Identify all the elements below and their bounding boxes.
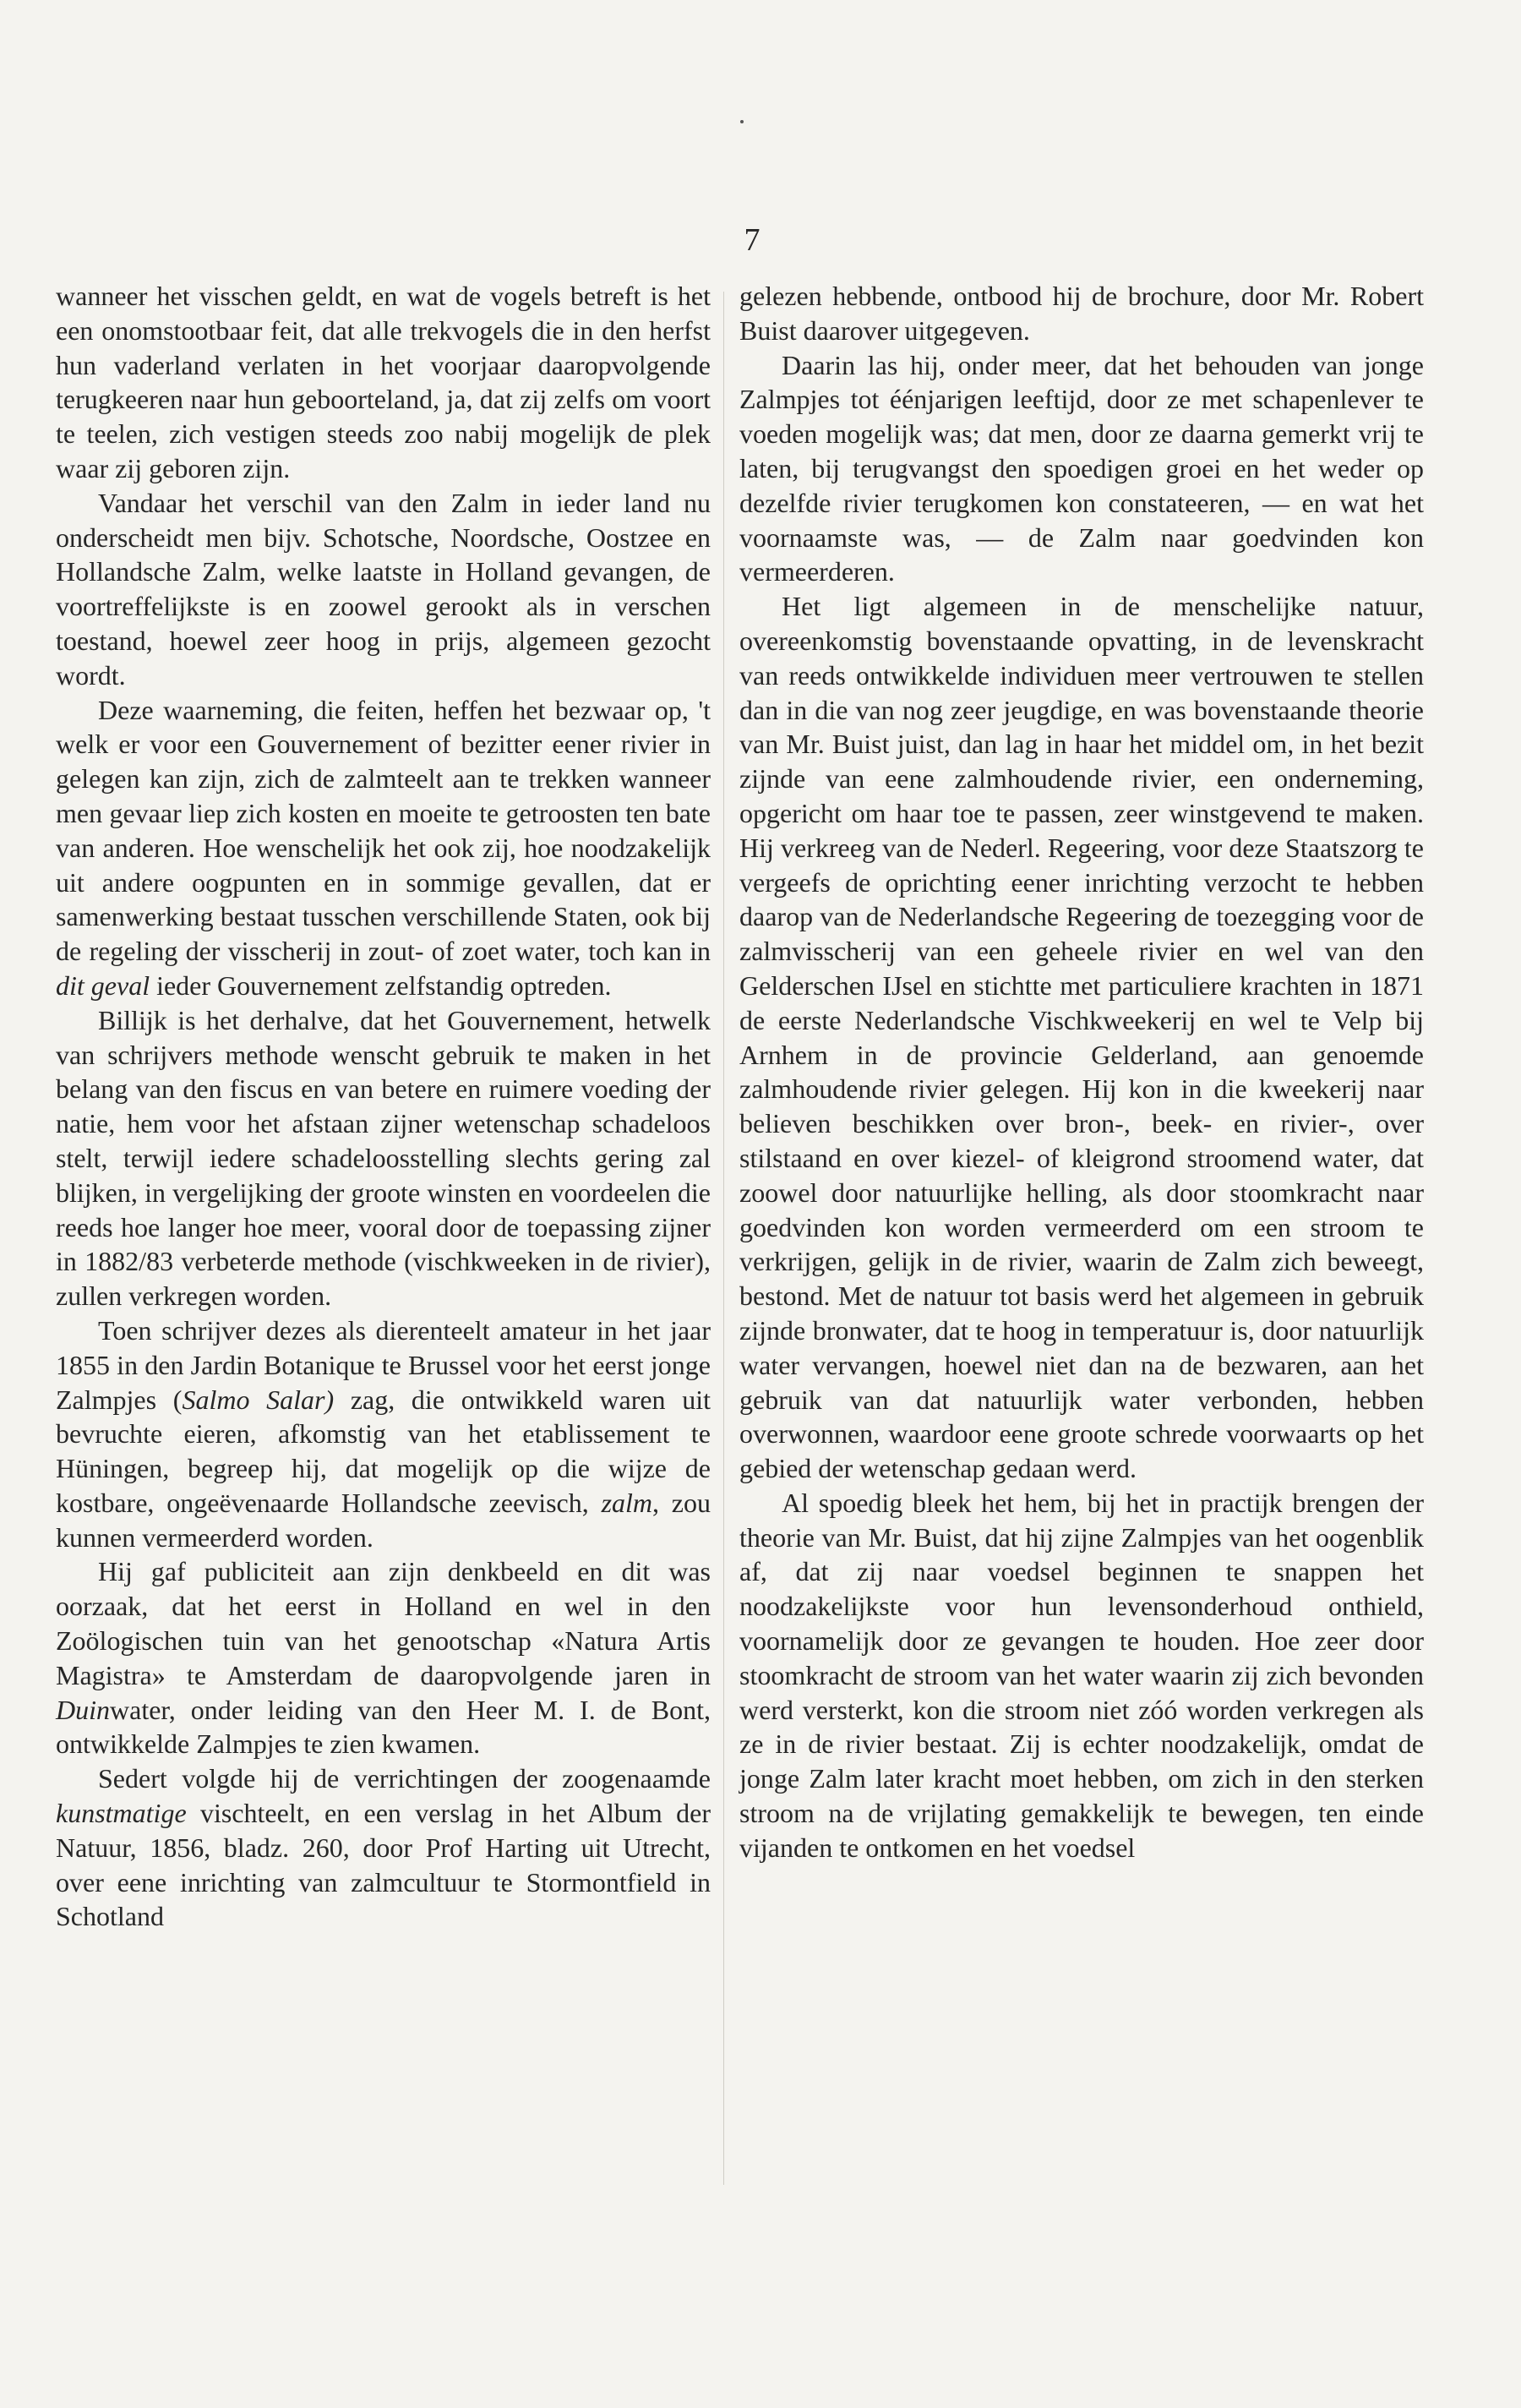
paragraph: Daarin las hij, onder meer, dat het behouden van jonge Zalmpjes tot éénjarigen leeftijd, door ze met schapenlever te voeden mogelijk was; dat men, door ze daarna gemerkt vrij te laten, bij terugvangst den spoedigen groei en het weder op dezelfde rivier terugkomen kon constateeren, — en wat het voornaamste was, — de Zalm naar goedvinden kon vermeerderen. (739, 349, 1424, 587)
paragraph (56, 693, 711, 1003)
paragraph (56, 1313, 711, 1555)
paragraph-text: Toen schrijver dezes als dierenteelt amateur in het jaar 1855 in den Jardin Botanique te Brussel voor het eerst jonge Zalmpjes ( (56, 1314, 711, 1415)
paragraph-text: , zou kunnen vermeerderd worden. (56, 1487, 711, 1553)
paragraph: wanneer het visschen geldt, en wat de vogels betreft is het een onomstootbaar feit, dat alle trekvogels die in den herfst hun vaderland verlaten in het voorjaar daaropvolgende terugkeeren naar hun geboorteland, ja, dat zij zelfs om voort te teelen, zich vestigen steeds zoo nabij mogelijk de plek waar zij geboren zijn. (56, 281, 711, 483)
paragraph-text: Deze waarneming, die feiten, heffen het bezwaar op, 't welk er voor een Gouvernement of bezitter eener rivier in gelegen kan zijn, zich de zalmteelt aan te trekken wanneer men gevaar liep zich kosten en moeite te getroosten ten bate van anderen. Hoe wenschelijk het ook zij, hoe noodzakelijk uit andere oogpunten en in sommige gevallen, dat er samenwerking bestaat tusschen verschillende Staten, ook bij de regeling der visscherij in zout- of zoet water, toch kan in (56, 694, 711, 967)
paragraph: Het ligt algemeen in de menschelijke natuur, overeenkomstig bovenstaande opvatting, in de levenskracht van reeds ontwikkelde individuen meer vertrouwen te stellen dan in die van nog zeer jeugdige, en was bovenstaande theorie van Mr. Buist juist, dan lag in haar het middel om, in het bezit zijnde van eene zalmhoudende rivier, een onderneming, opgericht om haar toe te passen, zeer winstgevend te maken. Hij verkreeg van de Nederl. Regeering, voor deze Staatszorg te vergeefs de oprichting eener inrichting verzocht te hebben daarop van de Nederlandsche Regeering de toezegging voor de zalmvisscherij van een geheele rivier en wel van den Gelderschen IJsel en stichtte met particuliere krachten in 1871 de eerste Nederlandsche Vischkweekerij en wel te Velp bij Arnhem in de provincie Gelderland, aan genoemde zalmhoudende rivier gelegen. Hij kon in die kweekerij naar believen beschikken over bron-, beek- en rivier-, over stilstaand en over kiezel- of kleigrond stroomend water, dat zoowel door natuurlijke helling, als door stoomkracht naar goedvinden kon worden vermeerderd om een stroom te verkrijgen, gelijk in de rivier, waarin de Zalm zich beweegt, bestond. Met de natuur tot basis werd het algemeen in gebruik zijnde bronwater, dat te hoog in temperatuur is, door natuurlijk water vervangen, hoewel niet dan na de bezwaren, aan het gebruik van dat natuurlijk water verbonden, hebben overwonnen, waardoor eene groote schrede voorwaarts op het gebied der wetenschap gedaan werd. (739, 591, 1424, 1484)
paragraph: Vandaar het verschil van den Zalm in ieder land nu onderscheidt men bijv. Schotsche, Noordsche, Oostzee en Hollandsche Zalm, welke laatste in Holland gevangen, de voortreffelijkste is en zoowel gerookt als in verschen toestand, hoewel zeer hoog in prijs, algemeen gezocht wordt. (56, 487, 711, 691)
paragraph-text: Sedert volgde hij de verrichtingen der zoogenaamde (98, 1763, 711, 1794)
column-divider (723, 292, 724, 2185)
left-column (56, 279, 711, 1934)
paragraph (56, 1554, 711, 1761)
italic-text: dit geval (56, 969, 150, 1001)
paragraph-text: vischteelt, en een verslag in het Album der Natuur, 1856, bladz. 260, door Prof Harting uit Utrecht, over eene inrichting van zalmcultuur te Stormontfield in Schotland (56, 1798, 711, 1932)
paragraph: Al spoedig bleek het hem, bij het in practijk brengen der theorie van Mr. Buist, dat hij zijne Zalmpjes van het oogenblik af, dat zij naar voedsel beginnen te snappen het noodzakelijkste voor hun levensonderhoud onthield, voornamelijk door ze gevangen te houden. Hoe zeer door stoomkracht de stroom van het water waarin zij zich bevonden werd versterkt, kon die stroom niet zóó worden verkregen als ze in de rivier bestaat. Zij is echter noodzakelijk, omdat de jonge Zalm later kracht moet hebben, om zich in den sterken stroom na de vrijlating gemakkelijk te bewegen, ten einde vijanden te ontkomen en het voedsel (739, 1487, 1424, 1863)
paragraph-text: water, onder leiding van den Heer M. I. de Bont, ontwikkelde Zalmpjes te zien kwamen. (56, 1694, 711, 1760)
paragraph-text: Hij gaf publiciteit aan zijn denkbeeld en dit was oorzaak, dat het eerst in Holland en wel in den Zoölogischen tuin van het genootschap «Natura Artis Magistra» te Amsterdam de daaropvolgende jaren in (56, 1556, 711, 1690)
paragraph: gelezen hebbende, ontbood hij de brochure, door Mr. Robert Buist daarover uitgegeven. (739, 281, 1424, 346)
paragraph-text: ieder Gouvernement zelfstandig optreden. (150, 969, 612, 1001)
paragraph (56, 1761, 711, 1934)
italic-text: zalm (601, 1487, 653, 1518)
paragraph-text: zag, die ontwikkeld waren uit bevruchte eieren, afkomstig van het etablissement te Hüningen, begreep hij, dat mogelijk op die wijze de kostbare, ongeëvenaarde Hollandsche zeevisch, (56, 1384, 711, 1518)
right-column (739, 279, 1424, 1865)
page-number: 7 (744, 222, 760, 258)
paragraph: Billijk is het derhalve, dat het Gouvernement, hetwelk van schrijvers methode wenscht gebruik te maken in het belang van den fiscus en van betere en ruimere voeding der natie, hem voor het afstaan zijner wetenschap schadeloos stelt, terwijl iedere schadeloosstelling slechts gering zal blijken, in vergelijking der groote winsten en voordeelen die reeds hoe langer hoe meer, vooral door de toepassing zijner in 1882/83 verbeterde methode (vischkweeken in de rivier), zullen verkregen worden. (56, 1004, 711, 1312)
italic-text: kunstmatige (56, 1798, 187, 1829)
italic-text: Duin (56, 1694, 110, 1725)
italic-text: Salmo Salar) (182, 1384, 335, 1415)
ink-speck (740, 120, 744, 123)
